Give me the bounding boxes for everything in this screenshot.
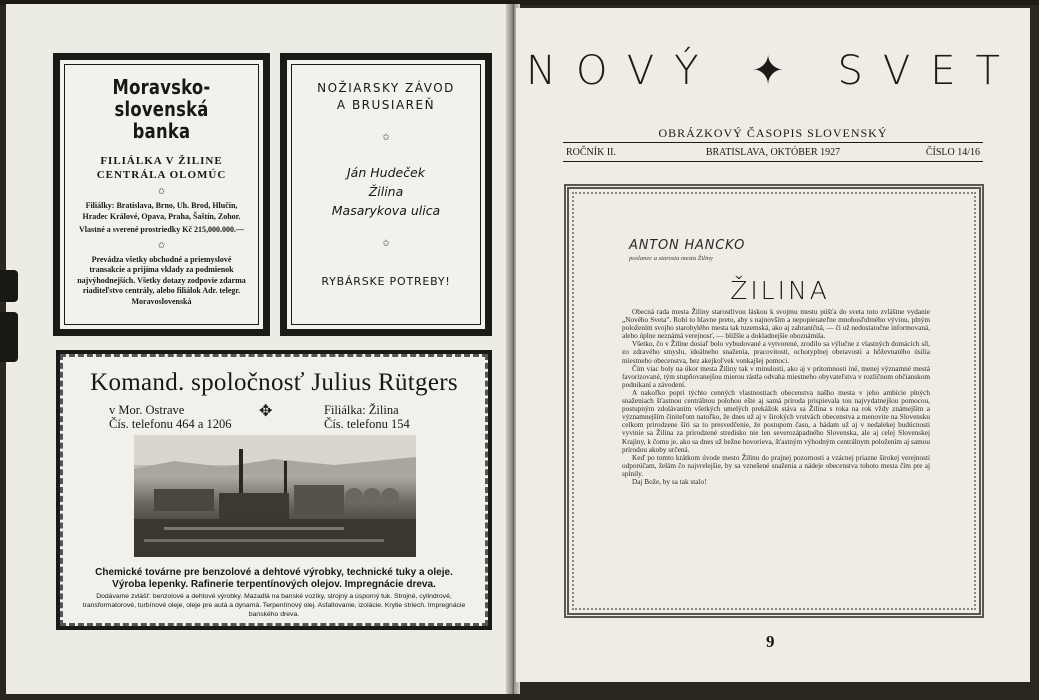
rutgers-right-line2: Čís. telefonu 154 [324,417,410,431]
knife-footer: RYBÁRSKE POTREBY! [321,275,451,288]
star-ornament-icon: ✩ [382,132,390,142]
article-paragraph: Všetko, čo v Žiline dosiaľ bolo vybudované a vytvorené, zrodilo sa výlučne z vlastných domácich síl, zo zdravého smyslu, ideálneho snaženia, pracovitosti, ochotyplnej obetavosti a hôževnatého úsilia miestneho obecenstva, bez akejkoľvek vonkajšej pomoci. [622,340,930,365]
bank-advertisement [53,53,270,336]
article-title: ŽILINA [730,276,830,305]
article-body [622,308,930,486]
knife-works-advertisement [280,53,492,336]
bank-title-line2: banka [132,119,191,143]
issue-label: ČÍSLO 14/16 [925,147,980,158]
masthead-rule [563,161,983,162]
bank-branch-line: FILIÁLKA V ŽILINE [100,155,223,167]
rutgers-small-text: Dodávame zvlášť: benzolové a dehtové výrobky. Mazadlá na banské vozíky, strojný a úsporný tuk. Strojné, cylindrové, transformatorové, turbínové oleje, oleje pre autá a dynamá. Terpentínový olej. Asfaltovanie, izolácie. Krytie striech. Impregnácie banského dreva. [82,593,466,618]
place-date-label: BRATISLAVA, OKTÓBER 1927 [705,147,841,158]
article-author-role: poslanec a starosta mesta Žiliny [629,255,713,262]
rutgers-title: Komand. spoločnosť Julius Rütgers [90,369,458,396]
volume-label: ROČNÍK II. [566,147,616,158]
rutgers-bold-line2: Výroba lepenky. Rafinerie terpentínových olejov. Impregnácie dreva. [112,579,436,590]
bank-title-line1: Moravsko-slovenská [112,75,211,121]
masthead-title: NOVÝ ✦ SVET [526,48,1020,94]
star-ornament-icon: ✩ [382,238,390,248]
masthead-rule [563,142,983,143]
bank-central-line: CENTRÁLA OLOMÚC [96,169,227,181]
knife-owner-name: Ján Hudeček [347,165,425,180]
knife-street: Masarykova ulica [331,203,441,218]
knife-city: Žilina [368,184,404,199]
article-paragraph: Daj Bože, by sa tak stalo! [632,477,707,486]
factory-photo [134,435,416,557]
rutgers-left-line2: Čís. telefonu 464 a 1206 [109,417,232,431]
page-number: 9 [766,632,775,651]
article-paragraph: Obecná rada mesta Žiliny starostlivou láskou k svojmu mestu púšťa do sveta toto zvláštne vydanie „Nového Sveta". Robí to hlavne preto, aby s najnovším a nepopierateľne mnohosľubného vývinu, plným položením svojho starobylého mesta tak tuzemská, ako aj zahraničná, — či už nedostatočne informovaná, alebo úplne neznámá verejnosť, — bližšie a dokladnejšie oboznámila. [622,308,930,341]
rutgers-bold-line1: Chemické továrne pre benzolové a dehtové výrobky, technické tuky a oleje. [95,567,453,578]
article-paragraph: Čím viac boly na úkor mesta Žiliny tak v minulosti, ako aj v prítomnosti iné, menej významné mestá favorizované, tým stupňovanejšou mierou rástla odvaha miestneho obyvateľstva v rozličnom občianskom podnikaní a závodení. [622,364,930,389]
rutgers-right-line1: Filiálka: Žilina [324,403,399,417]
right-page [516,8,1030,682]
masthead-info-row [566,146,980,160]
bank-capital: Vlastné a sverené prostriedky Kč 215,000.000.— [78,225,245,234]
binding-tab [0,270,18,302]
article-author: ANTON HANCKO [629,238,746,253]
rutgers-left-line1: v Mor. Ostrave [109,403,185,417]
bank-branches: Filiálky: Bratislava, Brno, Uh. Brod, Hlučín, Hradec Králové, Opava, Praha, Šaštín, Zohor. [82,201,241,221]
ornament-icon: ✥ [259,403,273,420]
star-ornament-icon: ✩ [157,186,166,196]
bank-services: Prevádza všetky obchodné a priemyslové transakcie a prijíma vklady za podmienok najvýhodnejších. Všetky dotazy zodpovie zdarma riaditeľstvo centrály, alebo filiálok Adr. telegr. Moravoslovenská [77,254,246,306]
knife-title-line1: NOŽIARSKY ZÁVOD [317,81,455,95]
rutgers-advertisement [56,350,492,630]
article-paragraph: Keď po tomto krátkom úvode mesto Žilinu do prajnej pozornosti a vzácnej priazne širokej verejnosti odporúčam, želám čo najvrelejšie, by sa vznešené snaženia a nádeje obecenstva tohoto mesta čím pre aj splnily. [622,453,930,478]
binding-tab [0,312,18,362]
knife-title-line2: A BRUSIAREŇ [336,98,436,112]
star-ornament-icon: ✩ [157,239,166,250]
article-paragraph: A nakoľko popri týchto cenných vlastnostiach obecenstva našho mesta v jeho ambície plných snaženiach šťastnou centrálnou polohou ešte aj samá príroda prispievala tou najvydatnejšou pomocou, postupným zdolávaním všetkých umelých prekážok stáva sa Žilina s roka na rok vždy známejším a významnejším činiteľom natoľko, že dnes už aj v širokých vrstvách obecenstva a menovite na Slovensku celkom prirodzene šíri sa to presvedčenie, že postupom času, a hádam už aj v nedalekej budúcnosti vyvinie sa Žilina za prirodzené stredisko nie len severozápadného Slovenska, ale aj celej Slovenskej Krajiny, k čomu je, ako sa dnes už bežne hovorieva, šťastným výhodným centrálnym položením aj samou prírodou akoby určená. [622,388,930,454]
masthead-subtitle: OBRÁZKOVÝ ČASOPIS SLOVENSKÝ [658,126,888,140]
